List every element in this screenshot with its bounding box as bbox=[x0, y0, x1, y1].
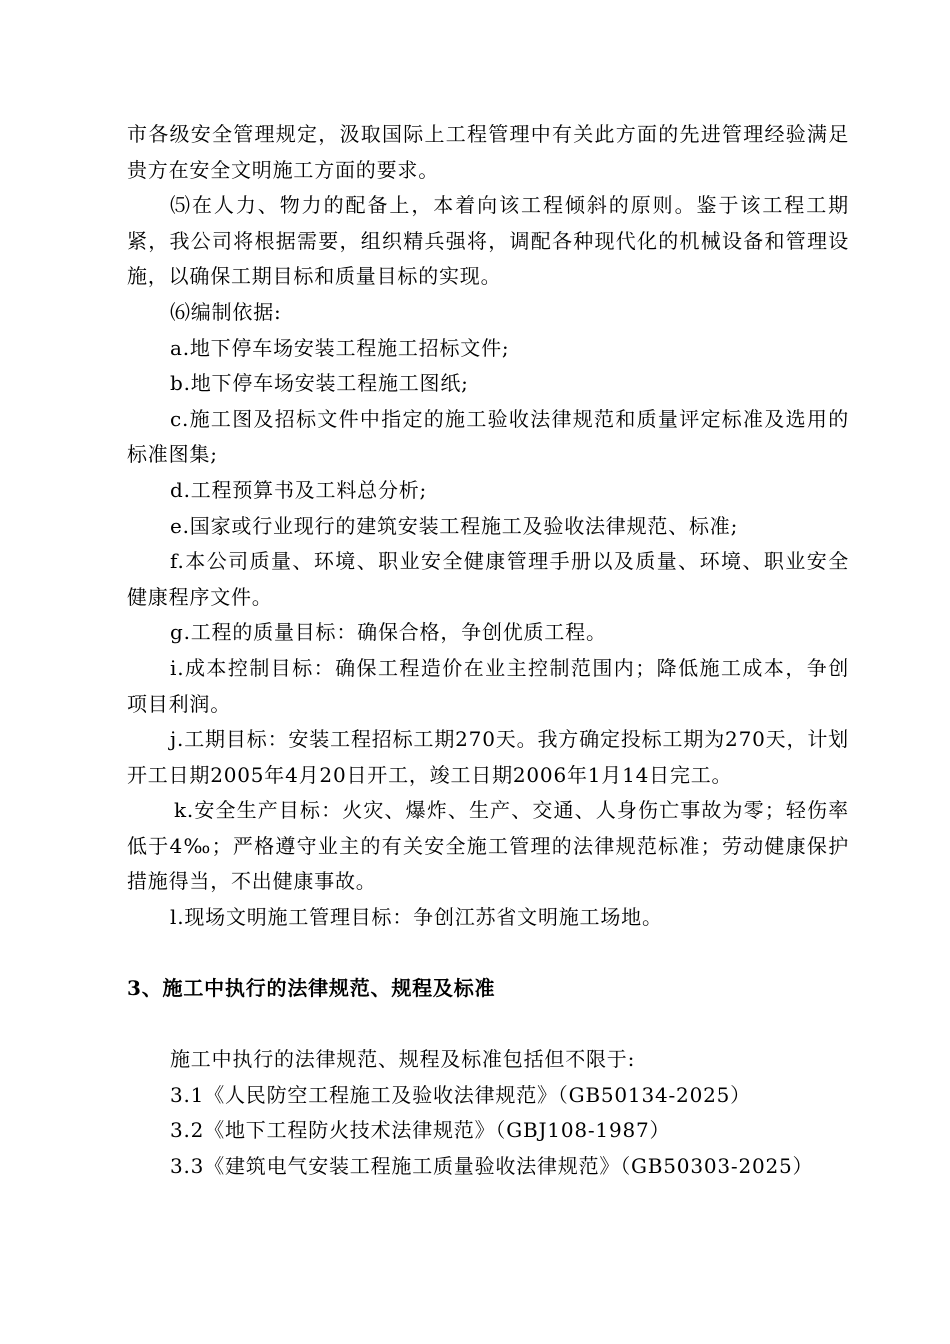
target-item-i-cost: i.成本控制目标：确保工程造价在业主控制范围内；降低施工成本，争创项目利润。 bbox=[127, 655, 849, 716]
paragraph-5-staffing: ⑸在人力、物力的配备上，本着向该工程倾斜的原则。鉴于该工程工期紧，我公司将根据需要，组织精兵强将，调配各种现代化的机械设备和管理设施，以确保工期目标和质量目标的实现。 bbox=[127, 193, 849, 289]
target-item-j-schedule: j.工期目标：安装工程招标工期270天。我方确定投标工期为270天，计划开工日期2005年4月20日开工，竣工日期2006年1月14日完工。 bbox=[127, 727, 849, 787]
section-intro: 施工中执行的法律规范、规程及标准包括但不限于: bbox=[170, 1047, 636, 1072]
spacer bbox=[127, 1006, 849, 1042]
target-item-l-civilized: l.现场文明施工管理目标：争创江苏省文明施工场地。 bbox=[170, 905, 663, 930]
target-item-g-quality: g.工程的质量目标：确保合格，争创优质工程。 bbox=[170, 620, 607, 645]
basis-item-e: e.国家或行业现行的建筑安装工程施工及验收法律规范、标准; bbox=[170, 513, 739, 538]
section-heading: 3、施工中执行的法律规范、规程及标准 bbox=[127, 975, 496, 1000]
basis-item-d: d.工程预算书及工料总分析; bbox=[170, 477, 428, 502]
standard-item: 3.2《地下工程防火技术法律规范》（GBJ108-1987） bbox=[170, 1118, 671, 1143]
document-body bbox=[127, 117, 849, 1185]
paragraph-continuation: 市各级安全管理规定，汲取国际上工程管理中有关此方面的先进管理经验满足贵方在安全文明施工方面的要求。 bbox=[127, 122, 849, 182]
standard-item: 3.1《人民防空工程施工及验收法律规范》（GB50134-2025） bbox=[170, 1082, 751, 1107]
spacer bbox=[127, 936, 849, 971]
basis-item-c: c.施工图及招标文件中指定的施工验收法律规范和质量评定标准及选用的标准图集; bbox=[127, 406, 849, 467]
standard-item: 3.3《建筑电气安装工程施工质量验收法律规范》（GB50303-2025） bbox=[170, 1154, 814, 1179]
target-item-k-safety: k.安全生产目标：火灾、爆炸、生产、交通、人身伤亡事故为零；轻伤率低于4‰；严格遵守业主的有关安全施工管理的法律规范标准；劳动健康保护措施得当，不出健康事故。 bbox=[127, 798, 849, 894]
paragraph-6-basis-heading: ⑹编制依据: bbox=[170, 299, 282, 324]
basis-item-b: b.地下停车场安装工程施工图纸; bbox=[170, 371, 469, 396]
basis-item-a: a.地下停车场安装工程施工招标文件; bbox=[170, 335, 510, 360]
basis-item-f: f.本公司质量、环境、职业安全健康管理手册以及质量、环境、职业安全健康程序文件。 bbox=[127, 549, 849, 609]
